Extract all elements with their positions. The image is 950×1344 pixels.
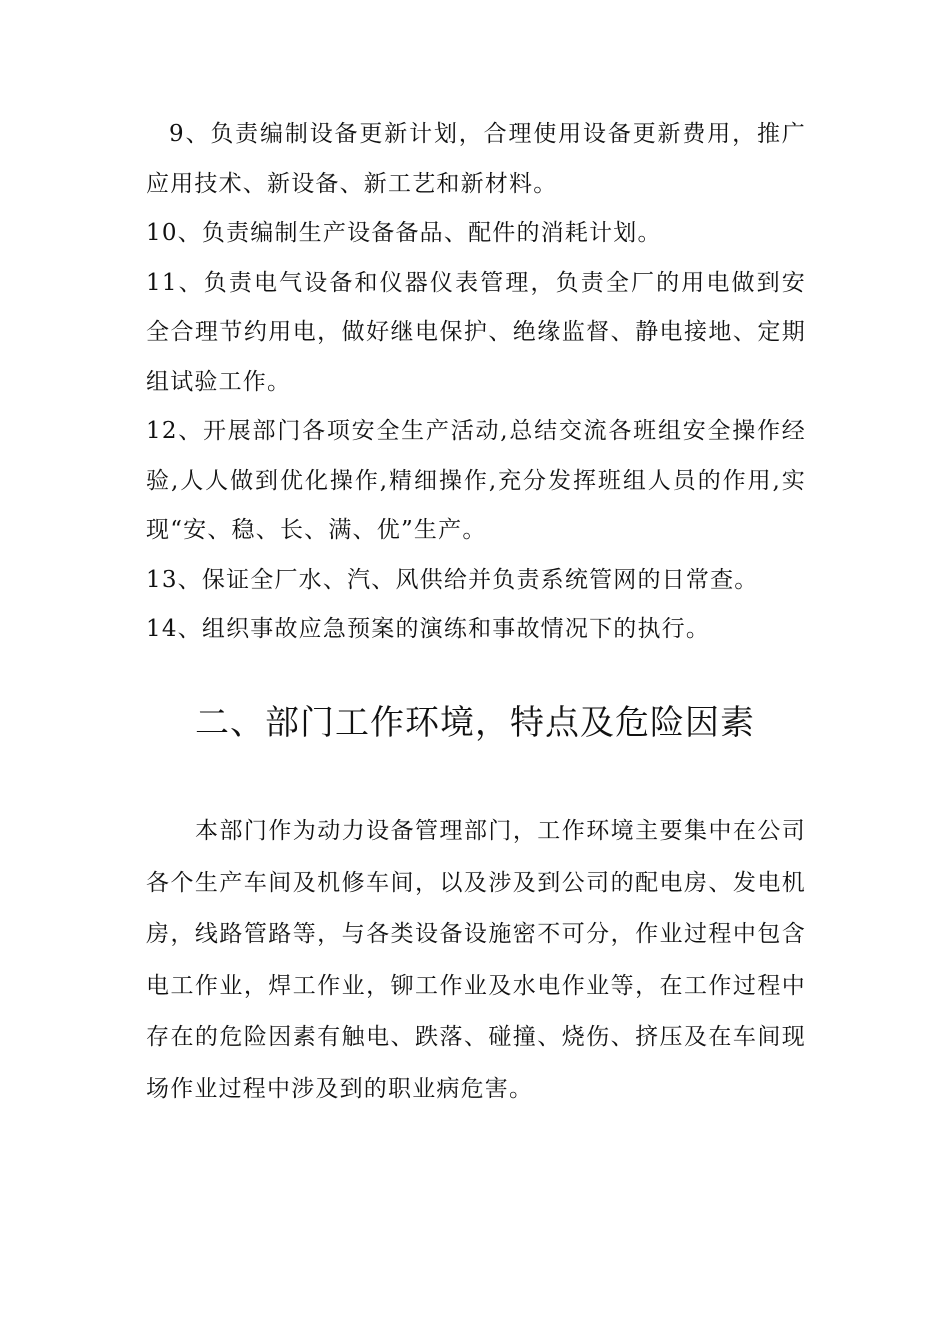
list-item-13: 13、保证全厂水、汽、风供给并负责系统管网的日常查。 bbox=[146, 566, 759, 593]
section-heading: 二、部门工作环境，特点及危险因素 bbox=[195, 703, 755, 743]
list-item-14: 14、组织事故应急预案的演练和事故情况下的执行。 bbox=[146, 616, 711, 642]
list-item-10: 10、负责编制生产设备备品、配件的消耗计划。 bbox=[146, 220, 662, 246]
list-item-11: 11、负责电气设备和仪器仪表管理，负责全厂的用电做到安全合理节约用电，做好继电保护、绝缘监督、静电接地、定期组试验工作。 bbox=[146, 269, 806, 395]
section-body-paragraph: 本部门作为动力设备管理部门，工作环境主要集中在公司各个生产车间及机修车间，以及涉及到公司的配电房、发电机房，线路管路等，与各类设备设施密不可分，作业过程中包含电工作业，焊工作业，铆工作业及水电作业等，在工作过程中存在的危险因素有触电、跌落、碰撞、烧伤、挤压及在车间现场作业过程中涉及到的职业病危害。 bbox=[146, 818, 806, 1102]
list-item-12: 12、开展部门各项安全生产活动,总结交流各班组安全操作经验,人人做到优化操作,精细操作,充分发挥班组人员的作用,实现“安、稳、长、满、优”生产。 bbox=[146, 418, 806, 543]
list-item-9: 9、负责编制设备更新计划，合理使用设备更新费用，推广应用技术、新设备、新工艺和新材料。 bbox=[146, 121, 806, 197]
section-body bbox=[146, 806, 806, 1115]
responsibility-list bbox=[146, 110, 806, 655]
